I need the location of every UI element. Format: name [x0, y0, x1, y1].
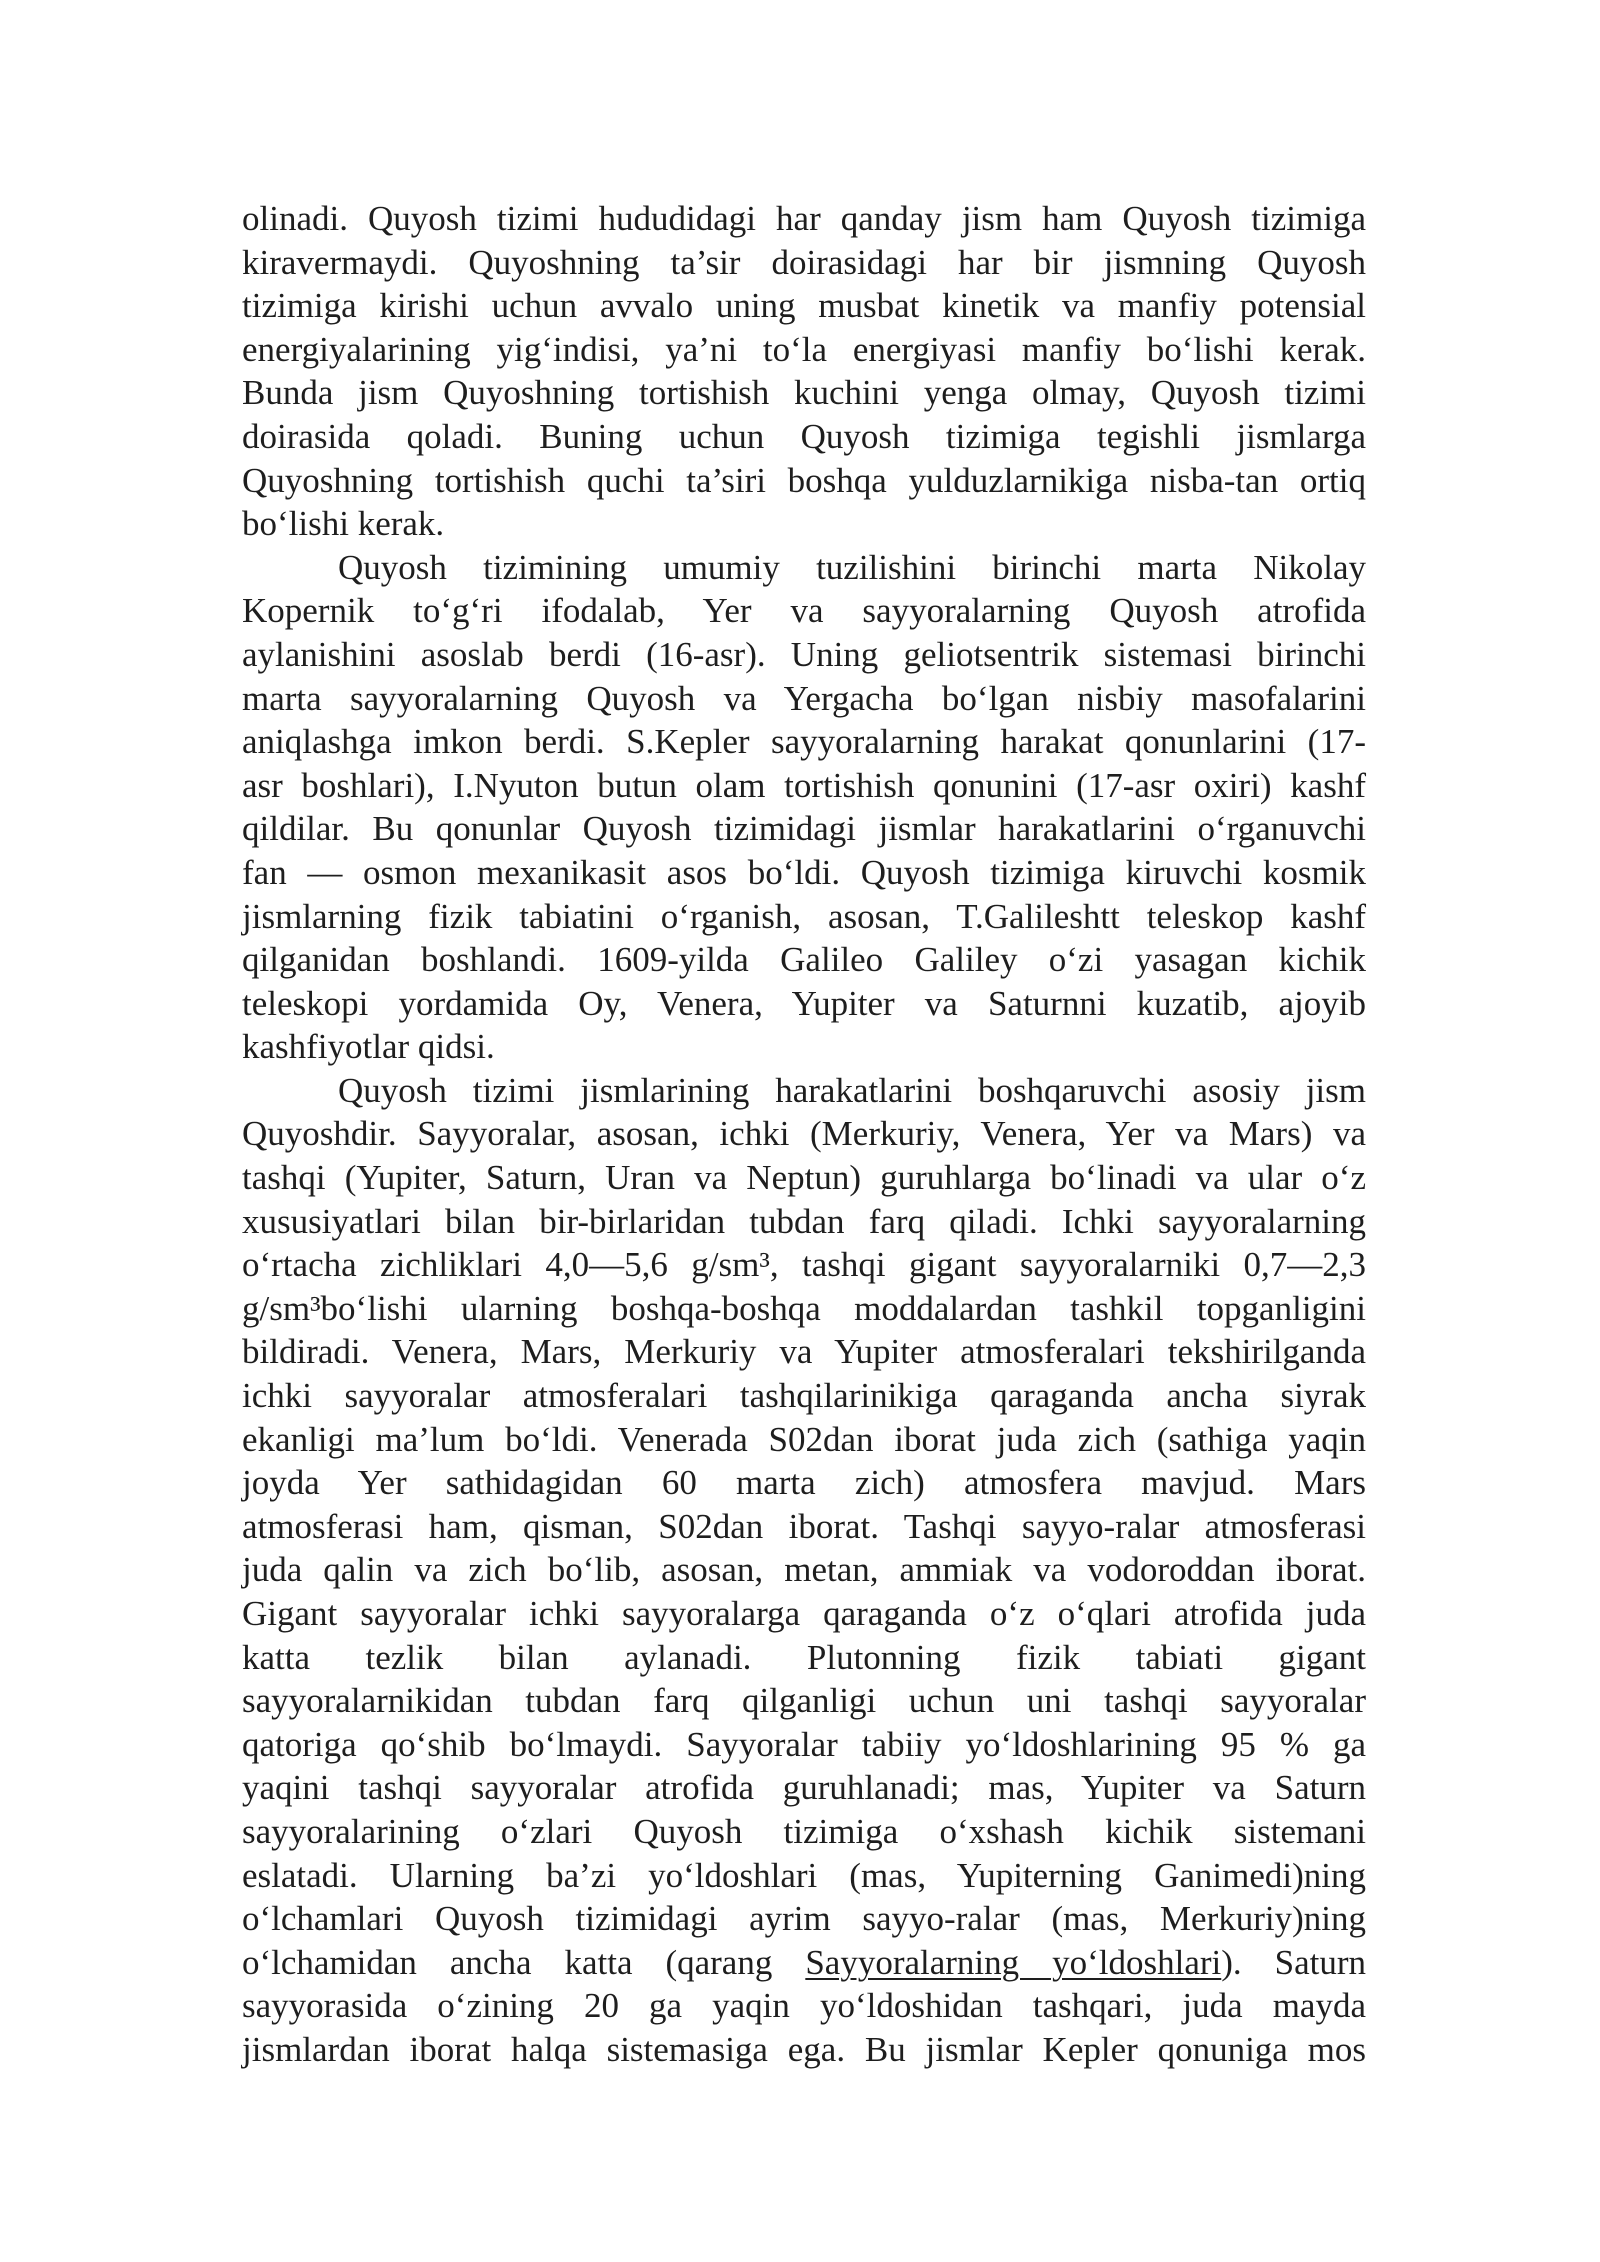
text-line: joyda Yer sathidagidan 60 marta zich) atmosfera mavjud. Mars	[242, 1463, 1366, 1503]
paragraph	[242, 546, 1366, 1069]
text-line: Bunda jism Quyoshning tortishish kuchini yenga olmay, Quyosh tizimi	[242, 373, 1366, 413]
text-segment: o‘lchamidan ancha katta (qarang	[242, 1942, 806, 1982]
text-segment: ). Saturn	[1221, 1942, 1367, 1982]
text-line: olinadi. Quyosh tizimi hududidagi har qanday jism ham Quyosh tizimiga	[242, 199, 1366, 238]
text-line: qatoriga qo‘shib bo‘lmaydi. Sayyoralar tabiiy yo‘ldoshlarining 95 % ga	[242, 1724, 1366, 1764]
document-body	[242, 197, 1366, 2072]
paragraph	[242, 1069, 1366, 2072]
text-line: atmosferasi ham, qisman, S02dan iborat. Tashqi sayyo-ralar atmosferasi	[242, 1506, 1366, 1546]
text-line: marta sayyoralarning Quyosh va Yergacha bo‘lgan nisbiy masofalarini	[242, 678, 1366, 718]
text-line: kiravermaydi. Quyoshning ta’sir doirasidagi har bir jismning Quyosh	[242, 242, 1366, 282]
text-line: Quyoshning tortishish quchi ta’siri boshqa yulduzlarnikiga nisba-tan ortiq	[242, 460, 1366, 500]
paragraph	[242, 197, 1366, 546]
text-line: doirasida qoladi. Buning uchun Quyosh tizimiga tegishli jismlarga	[242, 416, 1366, 456]
text-line: Kopernik to‘g‘ri ifodalab, Yer va sayyoralarning Quyosh atrofida	[242, 591, 1366, 631]
text-line: jismlardan iborat halqa sistemasiga ega. Bu jismlar Kepler qonuniga mos	[242, 2029, 1366, 2069]
text-line: jismlarning fizik tabiatini o‘rganish, asosan, T.Galileshtt teleskop kashf	[242, 896, 1366, 936]
text-line: qilganidan boshlandi. 1609-yilda Galileo Galiley o‘zi yasagan kichik	[242, 940, 1366, 980]
text-line: sayyoralarnikidan tubdan farq qilganligi uchun uni tashqi sayyoralar	[242, 1681, 1366, 1721]
text-line: Quyosh tizimi jismlarining harakatlarini boshqaruvchi asosiy jism	[338, 1070, 1366, 1110]
text-line: juda qalin va zich bo‘lib, asosan, metan, ammiak va vodoroddan iborat.	[242, 1550, 1366, 1590]
text-line: ekanligi ma’lum bo‘ldi. Venerada S02dan iborat juda zich (sathiga yaqin	[242, 1419, 1366, 1459]
text-line: aylanishini asoslab berdi (16-asr). Uning geliotsentrik sistemasi birinchi	[242, 634, 1366, 674]
text-line: sayyorasida o‘zining 20 ga yaqin yo‘ldoshidan tashqari, juda mayda	[242, 1986, 1366, 2026]
text-line: tizimiga kirishi uchun avvalo uning musbat kinetik va manfiy potensial	[242, 286, 1366, 326]
reference-link[interactable]: Sayyoralarning yo‘ldoshlari	[805, 1942, 1222, 1982]
text-line: bo‘lishi kerak.	[242, 504, 445, 544]
text-line: ichki sayyoralar atmosferalari tashqilarinikiga qaraganda ancha siyrak	[242, 1376, 1366, 1416]
text-line: tashqi (Yupiter, Saturn, Uran va Neptun) guruhlarga bo‘linadi va ular o‘z	[242, 1158, 1366, 1198]
text-line: eslatadi. Ularning ba’zi yo‘ldoshlari (mas, Yupiterning Ganimedi)ning	[242, 1855, 1366, 1895]
text-line: yaqini tashqi sayyoralar atrofida guruhlanadi; mas, Yupiter va Saturn	[242, 1768, 1366, 1808]
text-line: sayyoralarining o‘zlari Quyosh tizimiga o‘xshash kichik sistemani	[242, 1811, 1366, 1851]
text-line: o‘rtacha zichliklari 4,0—5,6 g/sm³, tashqi gigant sayyoralarniki 0,7—2,3	[242, 1245, 1366, 1285]
text-line: o‘lchamlari Quyosh tizimidagi ayrim sayyo-ralar (mas, Merkuriy)ning	[242, 1899, 1366, 1939]
text-line: Quyoshdir. Sayyoralar, asosan, ichki (Merkuriy, Venera, Yer va Mars) va	[242, 1114, 1366, 1154]
text-line: xususiyatlari bilan bir-birlaridan tubdan farq qiladi. Ichki sayyoralarning	[242, 1201, 1366, 1241]
text-line: katta tezlik bilan aylanadi. Plutonning fizik tabiati gigant	[242, 1637, 1366, 1677]
text-line: Gigant sayyoralar ichki sayyoralarga qaraganda o‘z o‘qlari atrofida juda	[242, 1594, 1366, 1633]
text-line	[242, 1941, 1366, 1985]
text-line: Quyosh tizimining umumiy tuzilishini birinchi marta Nikolay	[338, 547, 1366, 587]
text-line: teleskopi yordamida Oy, Venera, Yupiter va Saturnni kuzatib, ajoyib	[242, 983, 1366, 1023]
text-line: aniqlashga imkon berdi. S.Kepler sayyoralarning harakat qonunlarini (17-	[242, 722, 1366, 762]
text-line: bildiradi. Venera, Mars, Merkuriy va Yupiter atmosferalari tekshirilganda	[242, 1332, 1366, 1372]
text-line: energiyalarining yig‘indisi, ya’ni to‘la energiyasi manfiy bo‘lishi kerak.	[242, 329, 1366, 369]
text-line: g/sm³bo‘lishi ularning boshqa-boshqa moddalardan tashkil topganligini	[242, 1288, 1366, 1328]
text-line: kashfiyotlar qidsi.	[242, 1027, 495, 1067]
text-line: asr boshlari), I.Nyuton butun olam tortishish qonunini (17-asr oxiri) kashf	[242, 765, 1366, 805]
text-line: fan — osmon mexanikasit asos bo‘ldi. Quyosh tizimiga kiruvchi kosmik	[242, 852, 1366, 892]
text-line: qildilar. Bu qonunlar Quyosh tizimidagi jismlar harakatlarini o‘rganuvchi	[242, 809, 1366, 849]
